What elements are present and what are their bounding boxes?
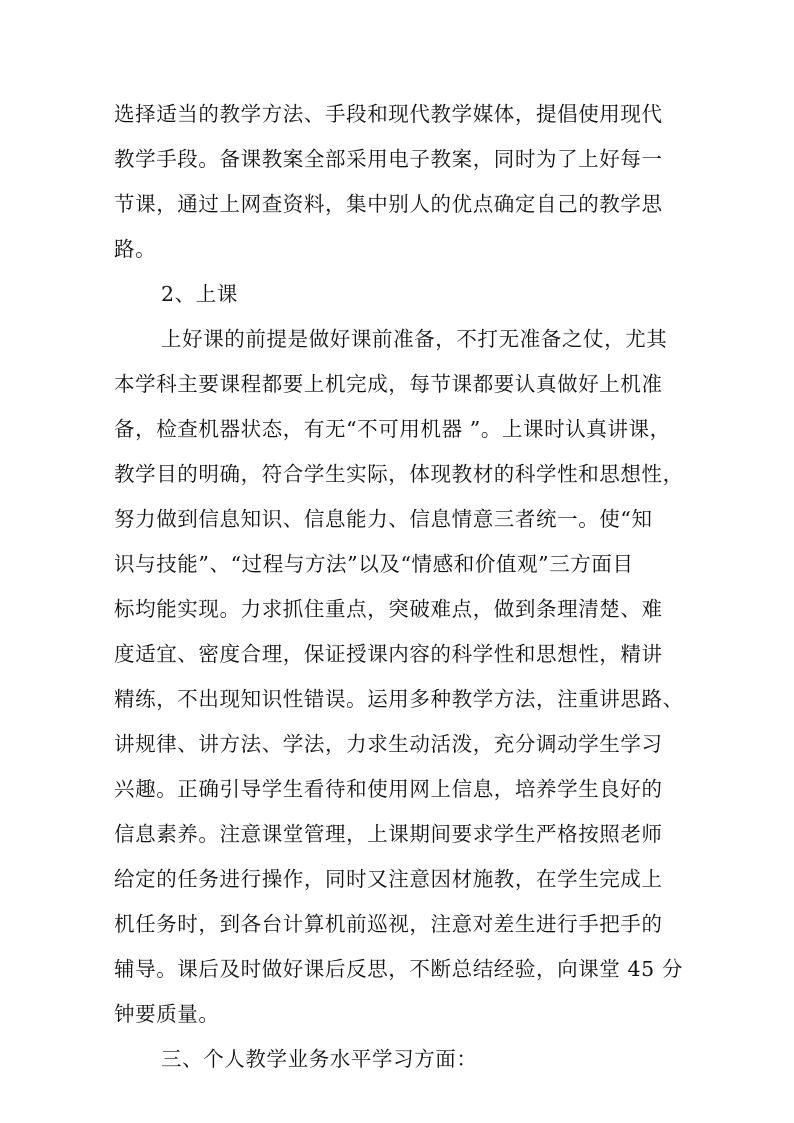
paragraph-line: 教学手段。备课教案全部采用电子教案，同时为了上好每一 <box>114 147 663 171</box>
paragraph-line: 给定的任务进行操作，同时又注意因材施教，在学生完成上 <box>114 867 663 891</box>
paragraph-line: 兴趣。正确引导学生看待和使用网上信息，培养学生良好的 <box>114 777 663 801</box>
paragraph-line: 精练，不出现知识性错误。运用多种教学方法，注重讲思路、 <box>114 687 684 711</box>
paragraph-line: 钟要质量。 <box>114 1002 220 1026</box>
paragraph-line: 标均能实现。力求抓住重点，突破难点，做到条理清楚、难 <box>114 597 663 621</box>
paragraph-line: 选择适当的教学方法、手段和现代教学媒体，提倡使用现代 <box>114 102 663 126</box>
paragraph-line: 教学目的明确，符合学生实际，体现教材的科学性和思想性， <box>114 462 684 486</box>
paragraph-line: 节课，通过上网查资料，集中别人的优点确定自己的教学思 <box>114 192 663 216</box>
paragraph-line: 讲规律、讲方法、学法，力求生动活泼，充分调动学生学习 <box>114 732 663 756</box>
section-heading-3: 三、个人教学业务水平学习方面： <box>161 1047 478 1071</box>
paragraph-line: 机任务时，到各台计算机前巡视，注意对差生进行手把手的 <box>114 912 663 936</box>
paragraph-line: 本学科主要课程都要上机完成，每节课都要认真做好上机准 <box>114 372 663 396</box>
section-heading-2: 2、上课 <box>161 282 238 306</box>
paragraph-line: 努力做到信息知识、信息能力、信息情意三者统一。使“知 <box>114 507 653 531</box>
paragraph-line: 识与技能”、“过程与方法”以及“情感和价值观”三方面目 <box>114 552 634 576</box>
paragraph-line: 辅导。课后及时做好课后反思，不断总结经验，向课堂 45 分 <box>114 957 684 981</box>
paragraph-line: 度适宜、密度合理，保证授课内容的科学性和思想性，精讲 <box>114 642 663 666</box>
paragraph-line: 上好课的前提是做好课前准备，不打无准备之仗，尤其 <box>161 327 668 351</box>
paragraph-line: 路。 <box>114 237 157 261</box>
paragraph-line: 备，检查机器状态，有无“不可用机器 ”。上课时认真讲课， <box>114 417 671 441</box>
paragraph-line: 信息素养。注意课堂管理，上课期间要求学生严格按照老师 <box>114 822 663 846</box>
